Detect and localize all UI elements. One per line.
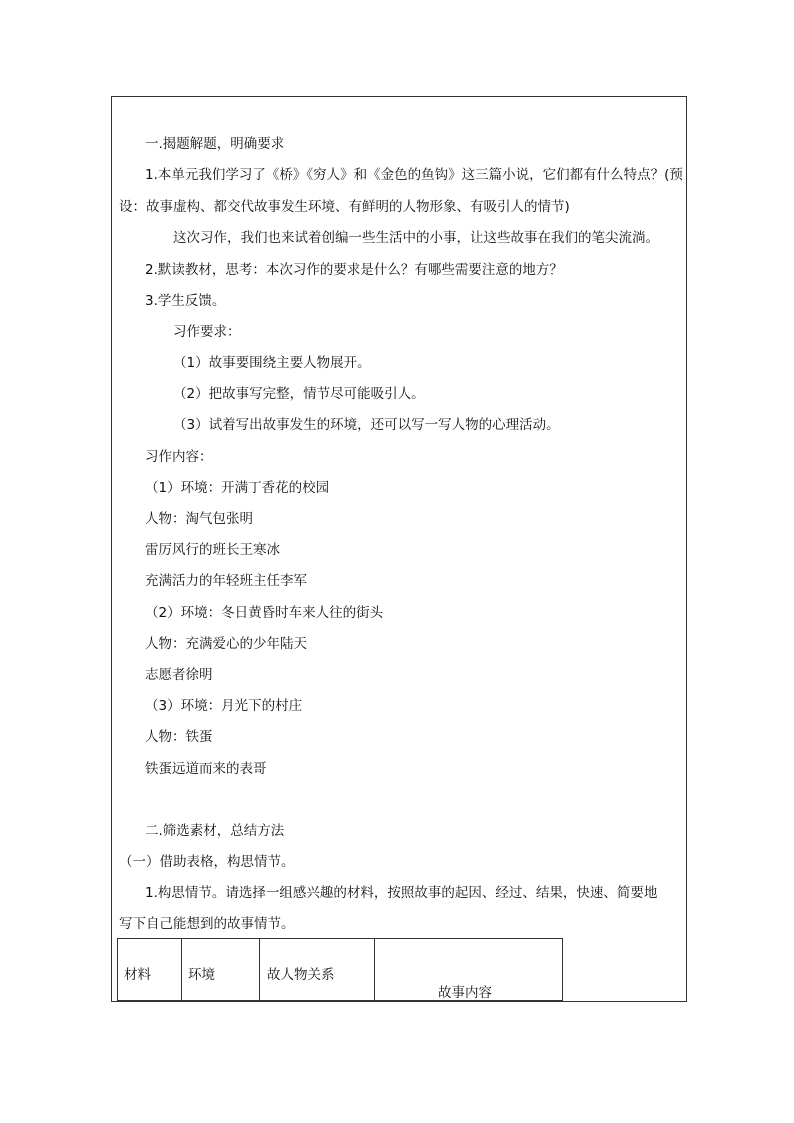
table-header-cell (182, 939, 260, 1001)
text-line: 写下自己能想到的故事情节。 (119, 916, 295, 932)
text-line: 3.学生反馈。 (145, 293, 226, 309)
table-header-cell (375, 939, 563, 1001)
text-line: 1.本单元我们学习了《桥》《穷人》和《金色的鱼钩》这三篇小说，它们都有什么特点？(预 (145, 167, 683, 183)
text-line: 充满活力的年轻班主任李军 (145, 573, 307, 589)
text-line: （1）环境：开满丁香花的校园 (145, 480, 330, 496)
text-line: （2）环境：冬日黄昏时车来人往的街头 (145, 605, 384, 621)
story-material-table (117, 938, 563, 1001)
header-story-content: 故事内容 (438, 985, 492, 1001)
text-line: 人物：淘气包张明 (145, 511, 253, 527)
table-header-cell (118, 939, 182, 1001)
header-relationship: 故人物关系 (267, 967, 335, 983)
text-line: 1.构思情节。请选择一组感兴趣的材料，按照故事的起因、经过、结果，快速、简要地 (145, 885, 658, 901)
table-row (118, 939, 563, 1001)
text-line: （3）环境：月光下的村庄 (145, 698, 303, 714)
text-line: 雷厉风行的班长王寒冰 (145, 542, 280, 558)
table-header-cell (260, 939, 375, 1001)
header-material: 材料 (124, 967, 151, 983)
text-line: 铁蛋远道而来的表哥 (145, 761, 267, 777)
header-environment: 环境 (188, 967, 215, 983)
text-line: （2）把故事写完整，情节尽可能吸引人。 (173, 386, 425, 402)
text-line: （3）试着写出故事发生的环境，还可以写一写人物的心理活动。 (173, 417, 560, 433)
text-line: 习作要求： (173, 324, 241, 340)
section-heading-2: 二.筛选素材，总结方法 (145, 823, 285, 839)
text-line: 志愿者徐明 (145, 667, 213, 683)
text-line: 习作内容： (145, 449, 213, 465)
section-heading-1: 一.揭题解题，明确要求 (145, 136, 285, 152)
text-line: 人物：铁蛋 (145, 729, 213, 745)
text-line: 2.默读教材，思考：本次习作的要求是什么？有哪些需要注意的地方？ (145, 262, 563, 278)
text-line: 这次习作，我们也来试着创编一些生活中的小事，让这些故事在我们的笔尖流淌。 (173, 230, 659, 246)
text-line: （1）故事要围绕主要人物展开。 (173, 355, 371, 371)
text-line: 人物：充满爱心的少年陆天 (145, 636, 307, 652)
text-line: 设：故事虚构、都交代故事发生环境、有鲜明的人物形象、有吸引人的情节) (119, 199, 570, 215)
text-line: （一）借助表格，构思情节。 (119, 854, 295, 870)
